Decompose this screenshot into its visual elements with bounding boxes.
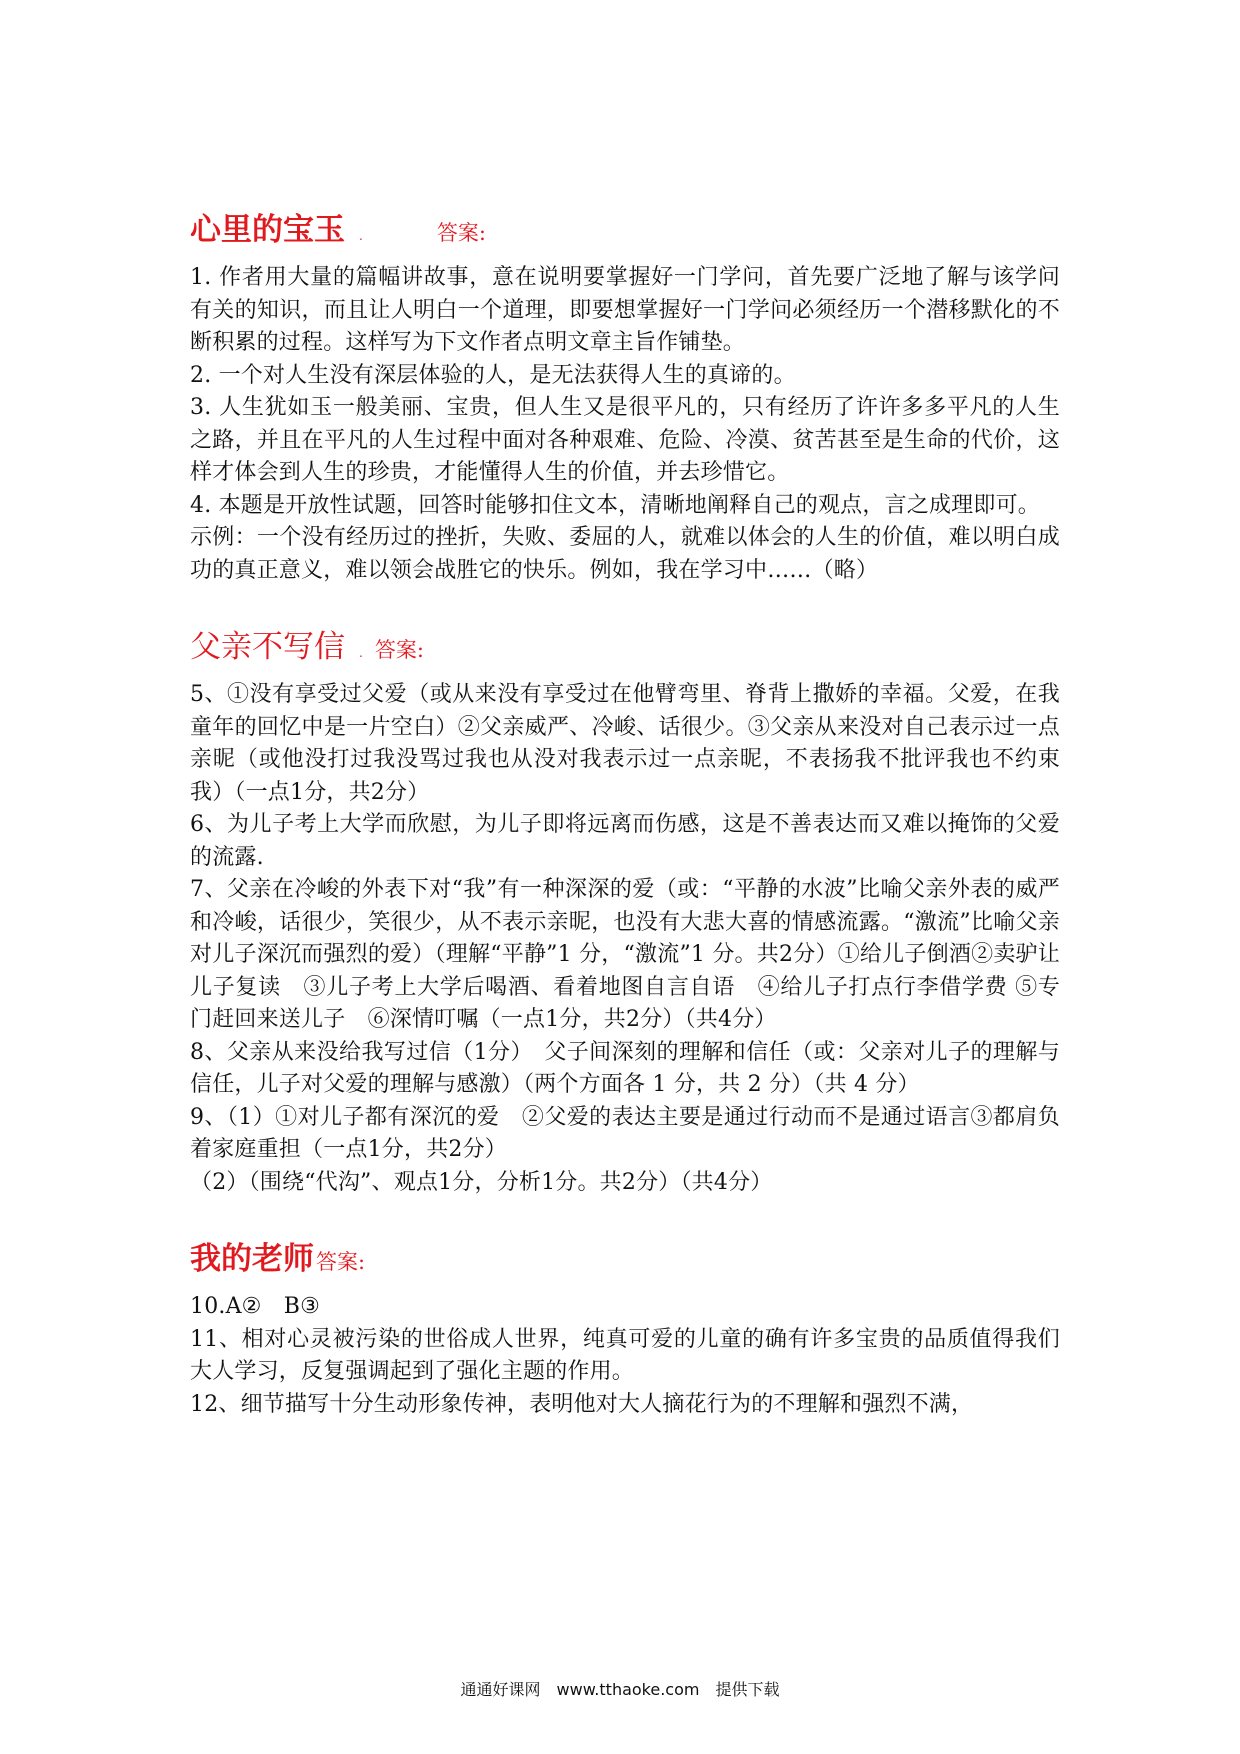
answer-label: 答案: [436, 221, 486, 245]
section-heading [190, 1239, 1060, 1279]
answer-label: 答案: [374, 638, 424, 662]
answer-paragraph: 11、相对心灵被污染的世俗成人世界，纯真可爱的儿童的确有许多宝贵的品质值得我们大人学习，反复强调起到了强化主题的作用。 [190, 1326, 1060, 1384]
answer-paragraph: 10.A② B③ [190, 1294, 321, 1319]
section-xinli-de-baoyu [190, 210, 1060, 587]
answer-paragraph: 8、父亲从来没给我写过信（1分） 父子间深刻的理解和信任（或：父亲对儿子的理解与信任，儿子对父爱的理解与感激）（两个方面各 1 分，共 2 分）（共 4 分） [190, 1039, 1060, 1097]
answer-paragraph: 2. 一个对人生没有深层体验的人，是无法获得人生的真谛的。 [190, 362, 796, 388]
answer-paragraph: 6、为儿子考上大学而欣慰，为儿子即将远离而伤感，这是不善表达而又难以掩饰的父爱的流露. [190, 812, 1060, 870]
answer-paragraph: 5、①没有享受过父爱（或从来没有享受过在他臂弯里、脊背上撒娇的幸福。父爱，在我童年的回忆中是一片空白）②父亲威严、冷峻、话很少。③父亲从来没对自己表示过一点亲昵（或他没打过我没骂过我也从没对我表示过一点亲昵，不表扬我不批评我也不约束我）（一点1分，共2分） [190, 682, 1060, 805]
answer-paragraph: 1. 作者用大量的篇幅讲故事，意在说明要掌握好一门学问，首先要广泛地了解与该学问有关的知识，而且让人明白一个道理，即要想掌握好一门学问必须经历一个潜移默化的不断积累的过程。这样写为下文作者点明文章主旨作铺垫。 [190, 265, 1060, 355]
page-footer: 通通好课网 www.tthaoke.com 提供下载 [460, 1680, 780, 1699]
section-wode-laoshi [190, 1239, 1060, 1421]
answer-paragraph: 3. 人生犹如玉一般美丽、宝贵，但人生又是很平凡的，只有经历了许许多多平凡的人生之路，并且在平凡的人生过程中面对各种艰难、危险、冷漠、贫苦甚至是生命的代价，这样才体会到人生的珍贵，才能懂得人生的价值，并去珍惜它。 [190, 395, 1060, 485]
answer-paragraph: 示例：一个没有经历过的挫折，失败、委屈的人，就难以体会的人生的价值，难以明白成功的真正意义，难以领会战胜它的快乐。例如，我在学习中……（略） [190, 525, 1060, 583]
answer-document [190, 210, 1060, 1461]
answer-paragraph: （2）（围绕“代沟”、观点1分，分析1分。共2分）（共4分） [190, 1169, 773, 1195]
answer-paragraph: 9、（1）①对儿子都有深沉的爱 ②父爱的表达主要是通过行动而不是通过语言③都肩负着家庭重担（一点1分，共2分） [190, 1104, 1060, 1162]
title-dot: . [359, 646, 363, 660]
answer-paragraph: 12、细节描写十分生动形象传神，表明他对大人摘花行为的不理解和强烈不满， [190, 1391, 974, 1417]
answer-paragraph: 4. 本题是开放性试题，回答时能够扣住文本，清晰地阐释自己的观点，言之成理即可。 [190, 492, 1040, 518]
section-title: 我的老师 [190, 1241, 314, 1277]
section-title: 心里的宝玉 [190, 212, 345, 248]
title-dot: . [359, 229, 363, 243]
answer-label: 答案: [316, 1250, 366, 1274]
answer-paragraph: 7、父亲在冷峻的外表下对“我”有一种深深的爱（或：“平静的水波”比喻父亲外表的威严和冷峻，话很少，笑很少，从不表示亲昵，也没有大悲大喜的情感流露。“激流”比喻父亲对儿子深沉而强烈的爱）（理解“平静”1 分，“激流”1 分。共2分）①给儿子倒酒②卖驴让儿子复读 ③儿子考上大学后喝酒、看着地图自言自语 ④给儿子打点行李借学费 ⑤专门赶回来送儿子 ⑥深情叮嘱（一点1分，共2分）（共4分） [190, 877, 1060, 1032]
section-title: 父亲不写信 [190, 629, 345, 665]
section-fuqin-bu-xiexin [190, 627, 1060, 1199]
section-heading [190, 627, 1060, 667]
section-heading [190, 210, 1060, 250]
